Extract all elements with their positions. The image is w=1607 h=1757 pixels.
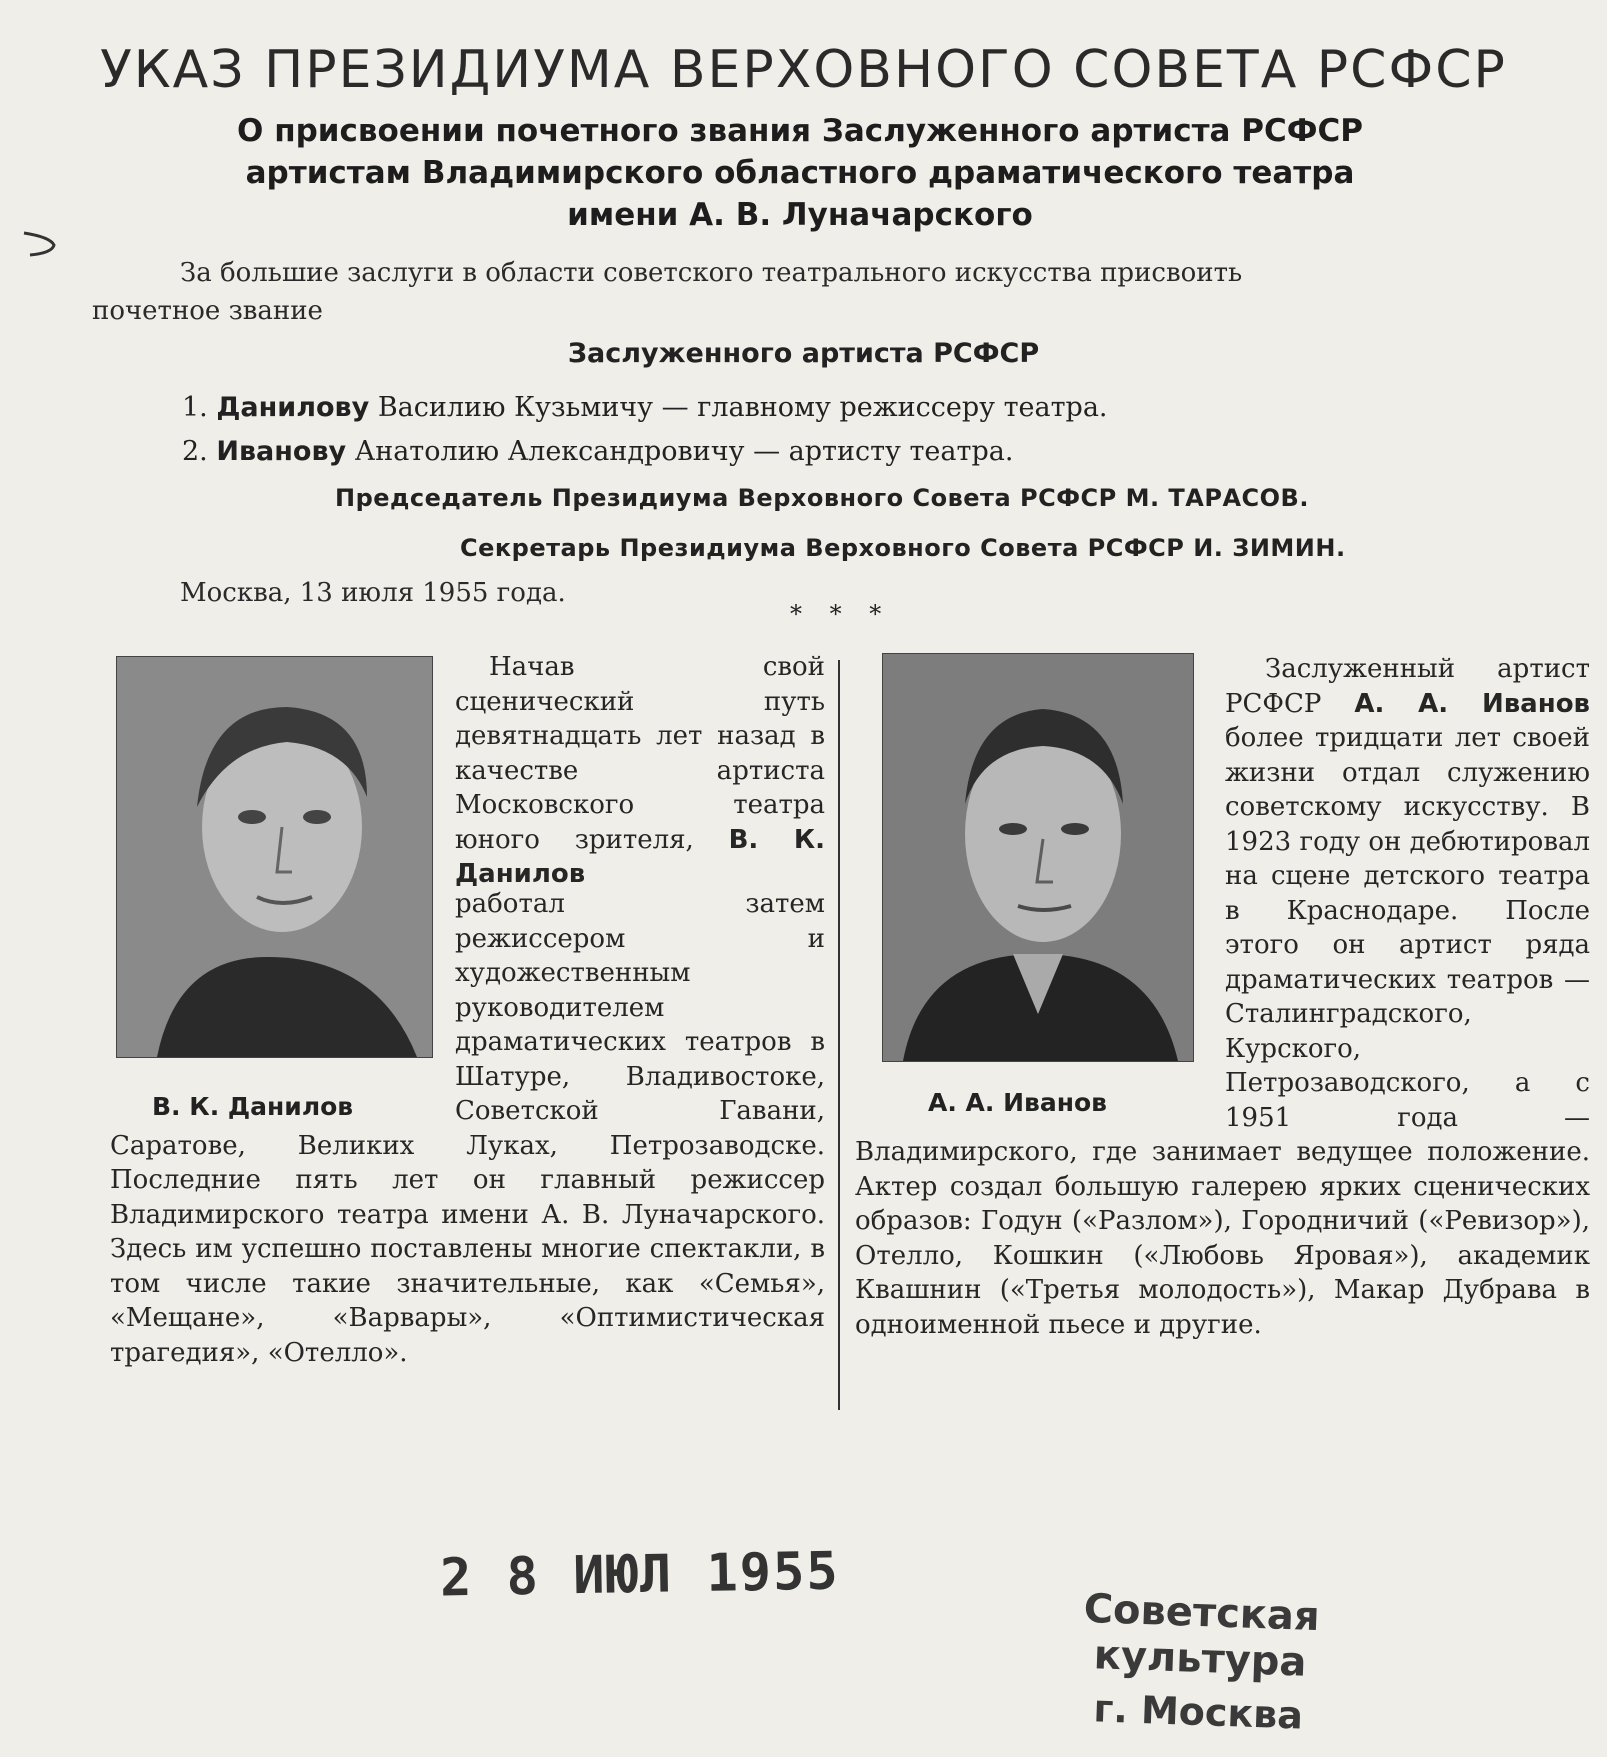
newspaper-city: г. Москва [1092,1686,1304,1738]
danilov-text-b: работал затем режиссером и художественным руководителем драматических театров в Шатуре, Владивостоке, Советской Гавани, Саратове, Великих Луках, Петрозаводске. Последние пять лет он главный режиссер Владимирского театра имени А. В. Луначарского. Здесь им успешно поставлены многие спектакли, в том числе такие значительные, как «Семья», «Мещане», «Варвары», «Оптимистическая трагедия», «Отелло». [110,889,825,1368]
decree-item-1 [182,392,1108,423]
item-rest: Анатолию Александровичу — артисту театра. [354,436,1014,467]
subtitle-line-3: имени А. В. Луначарского [567,197,1033,233]
section-separator: * * * [790,600,892,628]
danilov-name-inline: В. К. Данилов [455,824,825,889]
secretary-signature: Секретарь Президиума Верховного Совета РСФСР И. ЗИМИН. [460,534,1346,562]
item-name: Данилову [216,392,370,423]
danilov-article-body [110,650,825,1370]
item-number: 1. [182,392,208,423]
chairman-signature: Председатель Президиума Верховного Совета РСФСР М. ТАРАСОВ. [335,484,1309,512]
ivanov-article [855,652,1590,1342]
newspaper-name: Советская культура [1082,1585,1321,1686]
item-rest: Василию Кузьмичу — главному режиссеру театра. [377,392,1108,423]
pen-mark-icon [20,225,70,265]
ivanov-caption: А. А. Иванов [928,1088,1107,1117]
subtitle-line-1: О присвоении почетного звания Заслуженного артиста РСФСР [237,113,1363,149]
ivanov-name-inline: А. А. Иванов [1354,688,1591,719]
decree-intro-line-1: За большие заслуги в области советского театрального искусства присвоить [180,258,1243,288]
decree-intro-line-2: почетное звание [92,296,323,326]
ivanov-text-b: более тридцати лет своей жизни отдал служению советскому искусству. В 1923 году он дебютировал на сцене детского театра в Краснодаре. После этого он артист ряда драматических театров — Сталинградского, Курского, Петрозаводского, а с 1951 года — Владимирского, где занимает ведущее положение. Актер создал большую галерею ярких сценических образов: Годун («Разлом»), Городничий («Ревизор»), Отелло, Кошкин («Любовь Яровая»), академик Квашнин («Третья молодость»), Макар Дубрава в одноименной пьесе и другие. [855,723,1590,1340]
honorary-rank: Заслуженного артиста РСФСР [567,338,1040,369]
place-date: Москва, 13 июля 1955 года. [180,578,566,608]
decree-subtitle [90,110,1510,236]
danilov-caption: В. К. Данилов [152,1092,354,1121]
column-divider [838,660,840,1410]
item-name: Иванову [216,436,347,467]
ivanov-text-a: Заслуженный артист РСФСР [1225,654,1590,719]
item-number: 2. [182,436,208,467]
decree-item-2 [182,436,1013,467]
date-stamp: 2 8 ИЮЛ 1955 [439,1541,841,1609]
decree-title: УКАЗ ПРЕЗИДИУМА ВЕРХОВНОГО СОВЕТА РСФСР [100,40,1507,100]
newspaper-stamp [978,1582,1423,1741]
danilov-text-a: Начав свой сценический путь девятнадцать лет назад в качестве артиста Московского театра юного зрителя, [455,652,825,855]
subtitle-line-2: артистам Владимирского областного драматического театра [245,155,1355,191]
